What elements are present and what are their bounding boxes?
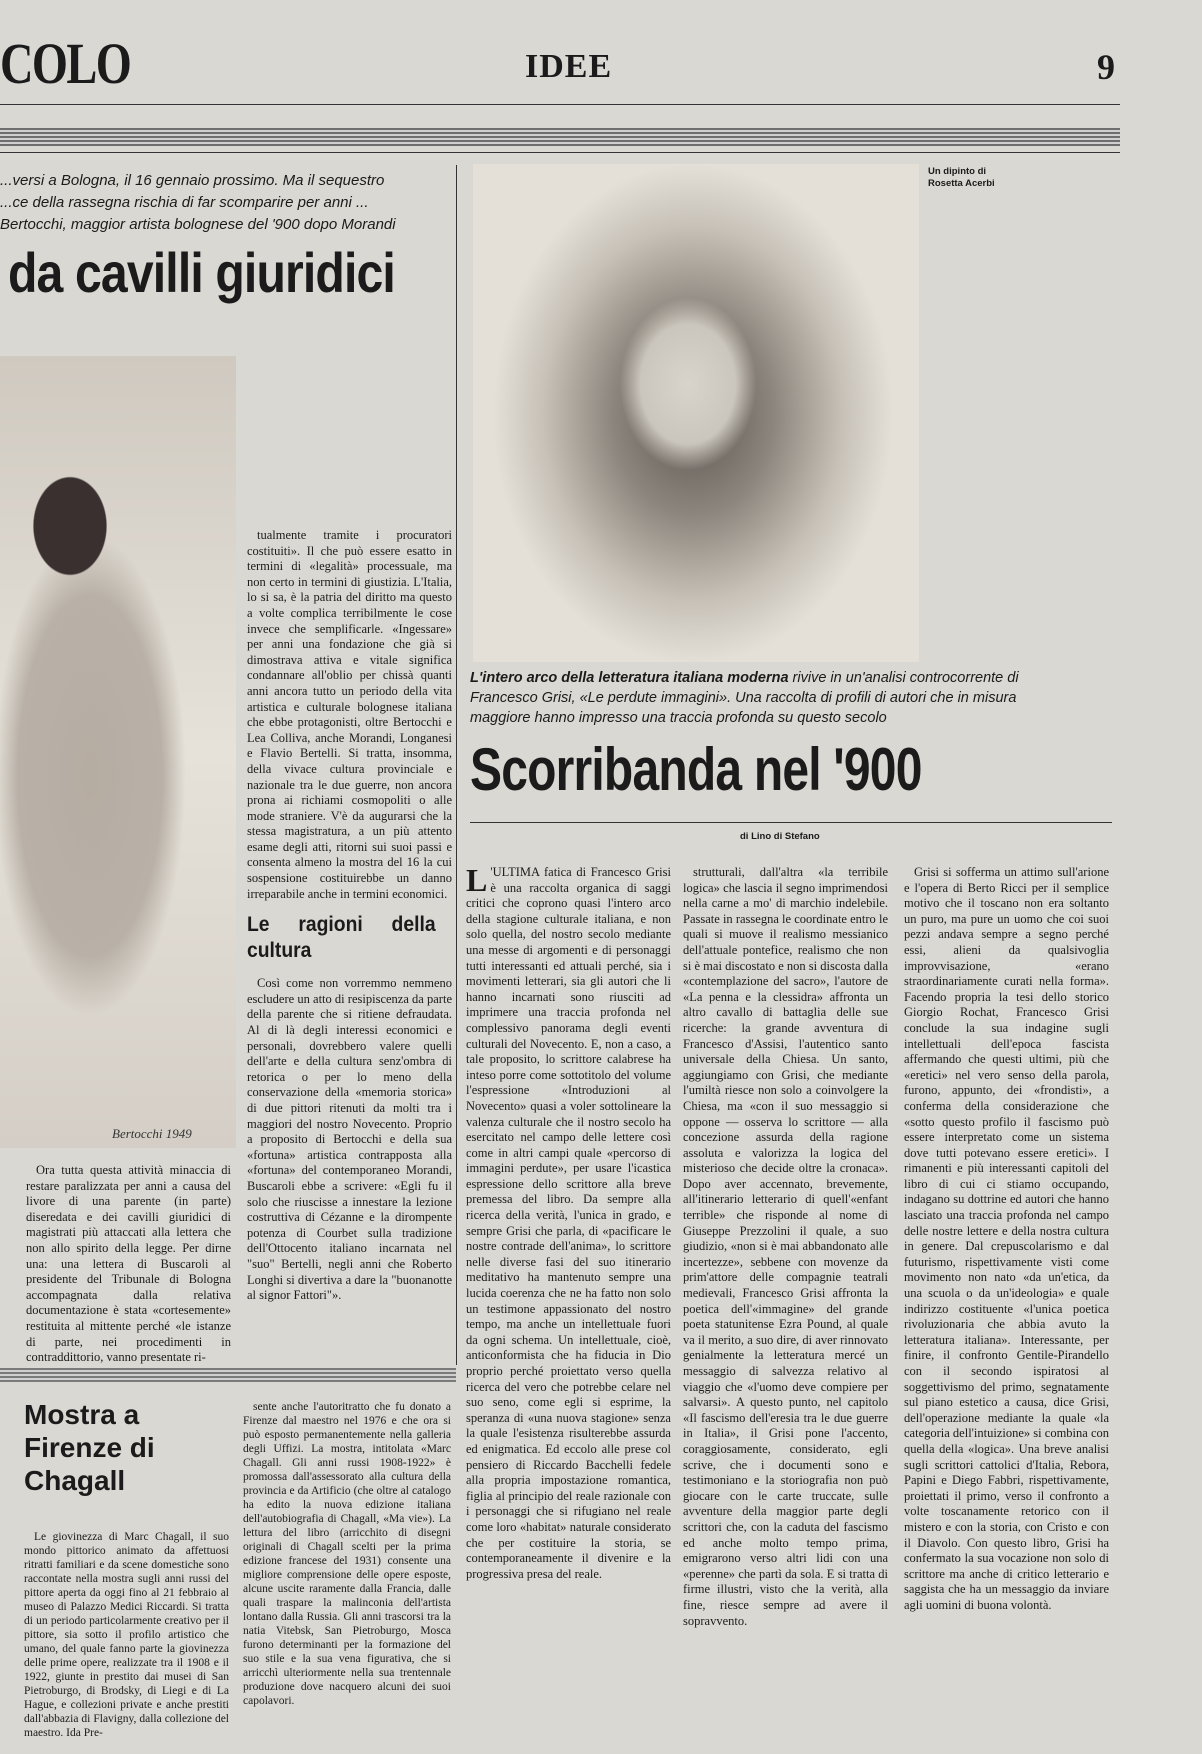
- left-column-divider: [456, 165, 457, 1365]
- left-story-subhead: Le ragioni della cultura: [247, 913, 436, 963]
- left-story-headline: da cavilli giuridici: [8, 241, 395, 304]
- left-story-kicker: ...versi a Bologna, il 16 gennaio prossimo. Ma il sequestro ...ce della rassegna rischia di far scomparire per anni ... Bertocchi, maggior artista bolognese del '900 dopo Morandi: [0, 172, 396, 233]
- right-col-2-text: strutturali, dall'altra «la terribile logica» che lascia il segno imprimendosi nella carne a mo' di marchio indelebile. Passate in rassegna le coordinate entro le quali si muove il realismo messianico dell'attuale pontefice, realismo che non si è mai discostato e non si discosta dalla «contemplazione del sacro», l'autore de «La penna e la clessidra» affronta un altro cavallo di battaglia delle sue ricerche: la grande avventura di Francesco d'Assisi, l'autentico santo universale della Chiesa. Un santo, aggiungiamo con Grisi, che mediante l'umiltà riesce non solo a coinvolgere la Chiesa, ma «con il suo messaggio si oppone — osserva lo scrittore — alla concezione assurda della ragione assoluta e valorizza la logica del misterioso che decide oltre la cronaca». Dopo aver accennato, brevemente, all'itinerario letterario di quell'«enfant terrible» che risponde al nome di Giuseppe Prezzolini il quale, a suo giudizio, «non si è mai abbandonato alle incertezze», sebbene con movenze da prim'attore delle compagnie teatrali medievali, Francesco Grisi affronta la poetica dell'«immagine» del grande poeta statunitense Ezra Pound, al quale va il merito, a suo dire, di aver rinnovato genialmente la letteratura mercé un messaggio di salvezza relativo al viaggio che «l'uomo deve compiere per salvarsi». A questo punto, nel capitolo «Il fascismo dell'eresia tra le due guerre in Italia», il Grisi pone l'accento, coraggiosamente, considerato, egli scrive, che i documenti sono e testimoniano e la storiografia non può giocare con le carte truccate, sulle avventure della maggior parte degli scrittori che, con la caduta del fascismo ed anche molto tempo prima, emigrarono verso altri lidi con una «perenne» che partì da sola. E si tratta di firme illustri, visto che la verità, alla fine, riesce sempre ad avere il sopravvento.: [683, 865, 888, 1628]
- header-rule: [0, 104, 1120, 105]
- right-story-deck: [470, 668, 1070, 728]
- painting-signature: Bertocchi 1949: [112, 1126, 192, 1141]
- drop-cap: L: [466, 862, 488, 898]
- bottom-col-a-text: Le giovinezza di Marc Chagall, il suo mondo pittorico animato da affettuosi ritratti familiari e da scene domestiche sono raccontate nella mostra sugli anni russi del pittore aperta da oggi fino al 21 febbraio al museo di Palazzo Medici Riccardi. Si tratta di un periodo particolarmente creativo per il pittore, sia sotto il profilo artistico che umano, del quale fanno parte la giovinezza delle prime opere, realizzate tra il 1908 e il 1922, giunte in prestito dai musei di San Pietroburgo, di Brodsky, di Liegi e di La Hague, e collezioni private e anche prestiti dall'abbazia di Flavigny, dalla collezione del maestro. Ida Pre-: [24, 1531, 229, 1739]
- photo-credit: Un dipinto di Rosetta Acerbi: [928, 166, 995, 189]
- deck-bold: L'intero arco della letteratura italiana moderna: [470, 670, 789, 686]
- bottom-section-band: [0, 1368, 456, 1382]
- deck-rest: rivive in un'analisi controcorrente di Francesco Grisi, «Le perdute immagini». Una raccolta di profili di autori che in misura maggiore hanno impresso una traccia profonda su questo secolo: [470, 670, 1019, 726]
- right-col-1-text: [466, 862, 671, 1582]
- right-story-column-1: [466, 862, 671, 1582]
- left-story-col-a-text: Ora tutta questa attività minaccia di restare paralizzata per anni a causa del livore di una parente (in parte) diseredata e dei cavilli giuridici di magistrati più attaccati alla lettera che non allo spirito della legge. Per dirne una: una lettera di Buscaroli al presidente del Tribunale di Bologna accompagnata dalla relativa documentazione è stata «cortesemente» restituita al mittente perché «le istanze di parte, nei procedimenti in contraddittorio, vanno presentate ri-: [26, 1163, 231, 1365]
- left-story-col-b-text-1: tualmente tramite i procuratori costituiti». Il che può essere esatto in termini di «legalità» processuale, ma non certo in termini di giustizia. L'Italia, lo si sa, è la patria del diritto ma questo a volte complica terribilmente le cose invece che semplificarle. «Ingessare» per anni una fondazione che già si dimostrava attiva e vitale significa condannare all'oblio per chissà quanti anni ancora tutto un periodo della vita artistica e culturale bolognese italiana che ebbe protagonisti, oltre Bertocchi e Lea Colliva, anche Morandi, Longanesi e Flavio Bertelli. Si tratta, insomma, della vivace cultura provinciale e nazionale tra le due guerre, non ancora prona ai richiami cosmopoliti o alle mode straniere. V'è da augurarsi che la stessa magistratura, a un più attento esame degli atti, ritorni sui suoi passi e consenta almeno la mostra del 16 la cui sospensione costituirebbe un danno irreparabile anche in termini economici.: [247, 528, 452, 901]
- right-col-1-body: 'ULTIMA fatica di Francesco Grisi è una raccolta organica di saggi critici che coprono quasi l'intero arco della stagione culturale italiana, e non solo quella, del nostro secolo mediante una messe di argomenti e di personaggi tutti interessanti ed attuali perché, sia i movimenti letterari, sia gli autori che li hanno incarnati sono riusciti ad imprimere una traccia profonda nel complessivo panorama degli eventi culturali del Novecento. E, non a caso, a tale proposito, lo scrittore calabrese ha inteso porre come sottotitolo del volume l'espressione «Introduzioni al Novecento» quasi a voler sottolineare la valenza culturale che il nostro secolo ha esercitato nel campo delle lettere così come in altri campi quale «percorso di immagini perdute», per usare l'icastica espressione dello scrittore alla breve premessa del libro. Da sempre alla ricerca della verità, l'unica in grado, e sempre Grisi che parla, di «pacificare le nostre contrade dell'anima», lo scrittore nelle diverse fasi del suo itinerario meditativo ha mantenuto sempre una lucida coerenza che ne ha fatto non solo un testimone appassionato del nostro tempo, ma anche un intellettuale fuori da ogni schema. Un intellettuale, cioè, anticonformista che ha fiducia in Dio proprio perché proiettato verso quella ricerca del vero che potrebbe celare nel suo seno, come egli si esprime, la speranza di «una nuova stagione» senza la quale l'esistenza risulterebbe assurda ed enigmatica. Ed eccolo alle prese col pensiero di Riccardo Bacchelli fedele alla propria impostazione romantica, figlia al principio del reale razionale con i personaggi che si rifugiano nel reale come loro «habitat» naturale considerato che per costituire la storia, se contemporaneamente il divenire e la progressiva presa del reale.: [466, 865, 671, 1581]
- right-col-3-text: Grisi si sofferma un attimo sull'arione e l'opera di Berto Ricci per il semplice motivo che il toscano non era soltanto un puro, ma pure un uomo che coi suoi pezzi andava sempre a segno perché essi, alieni da qualsivoglia improvvisazione, «erano straordinariamente curati nella forma». Facendo propria la tesi dello storico Giorgio Rochat, Francesco Grisi conclude la sua indagine sugli intellettuali dell'epoca fascista affermando che questi ultimi, più che «eretici» nel vero senso della parola, furono, appunto, dei «frondisti», a conferma della considerazione che «sotto questo profilo il fascismo può essere interpretato come un sistema dove tutti potevano essere eretici». I rimanenti e più interessanti capitoli del libro di cui ci stiamo occupando, indagano su dottrine ed autori che hanno lasciato una traccia profonda nel campo delle nostre lettere e della nostra cultura in genere. Dal crepuscolarismo e dal futurismo, rispettivamente visti come movimento non nato «da un'etica, da una scuola o da un'ideologia» e quale indirizzo costituente «l'unica poetica rivoluzionaria che abbia avuto la letteratura italiana». Interessante, per finire, il confronto Gentile-Pirandello con il secondo ispiratosi al soggettivismo del primo, segnatamente sul piano estetico a causa, dice Grisi, dell'operazione mediante la quale «la categoria dell'intuizione» si combina con quella della «logica». Una breve analisi sugli scrittori cattolici d'Italia, Rebora, Papini e Diego Fabbri, rispettivamente, proiettati il primo, verso il confronto a volte toscanamente retorico con il mistero e con la storia, con Cristo e con il Diavolo. Con questo libro, Grisi ha confermato la sua vocazione non solo di scrittore ma anche di critico letterario e saggista che ha un messaggio da inviare agli uomini di buona volontà.: [904, 865, 1109, 1612]
- rosetta-acerbi-portrait-image: [473, 164, 919, 662]
- left-story-column-a: [26, 1163, 231, 1366]
- bottom-story-column-b: [243, 1400, 451, 1708]
- bottom-col-b-text: sente anche l'autoritratto che fu donato a Firenze dal maestro nel 1976 e che ora si può esposto permanentemente nella galleria degli Uffizi. La mostra, intitolata «Marc Chagall. Gli anni russi 1908-1922» è promossa dall'assessorato alla cultura della provincia e da Artificio (che oltre al catalogo ha edito la nuova edizione italiana dell'autobiografia di Chagall, «Ma vie»). La lettura del libro (arricchito di disegni originali di Chagall scelti per la prima edizione francese del 1931) consente una migliore comprensione delle opere esposte, alcune uscite raramente dalla Francia, dalle quali traspare la malinconia dell'artista lontano dalla Russia. Gli anni trascorsi tra la natia Vitebsk, San Pietroburgo, Mosca furono determinanti per la formazione del suo stile e la sua vena figurativa, che si arricchì ulteriormente nella sua trentennale produzione dove nacquero alcuni dei suoi capolavori.: [243, 1401, 451, 1707]
- left-story-column-b: [247, 528, 452, 1304]
- right-story-headline: Scorribanda nel '900: [470, 736, 922, 803]
- bottom-story-headline: Mostra a Firenze di Chagall: [24, 1399, 155, 1496]
- byline: di Lino di Stefano: [740, 831, 820, 842]
- headline-rule: [470, 822, 1112, 823]
- newspaper-masthead: COLO: [0, 31, 131, 96]
- left-story-col-b-text-2: Così come non vorremmo nemmeno escludere un atto di resipiscenza da parte della parente che si ritiene defraudata. Al di là degli interessi economici e personali, dovrebbero valere quelli dell'arte e della cultura senz'ombra di retorica o per lo meno della conservazione della «memoria storica» di due pittori ritenuti da molti tra i maggiori del nostro Novecento. Proprio a proposito di Bertocchi e della sua «fortuna» artistica contrapposta alla «fortuna» del contemporaneo Morandi, Buscaroli ebbe a scrivere: «Egli fu il solo che riuscisse a innestare la lezione costruttiva di Cézanne e la dirompente potenza di Courbet sulla tradizione dell'Ottocento italiano incarnata nel "suo" Bertelli, negli anni che Roberto Longhi si divertiva a dare la "buonanotte al signor Fattori"».: [247, 976, 452, 1303]
- bottom-story-column-a: [24, 1530, 229, 1740]
- section-title: IDEE: [525, 48, 613, 85]
- bertocchi-painting-image: [0, 356, 236, 1148]
- section-band: [0, 128, 1120, 146]
- band-bottom-rule: [0, 152, 1120, 153]
- right-story-column-3: [904, 865, 1109, 1614]
- page-number: 9: [1097, 47, 1115, 87]
- right-story-column-2: [683, 865, 888, 1629]
